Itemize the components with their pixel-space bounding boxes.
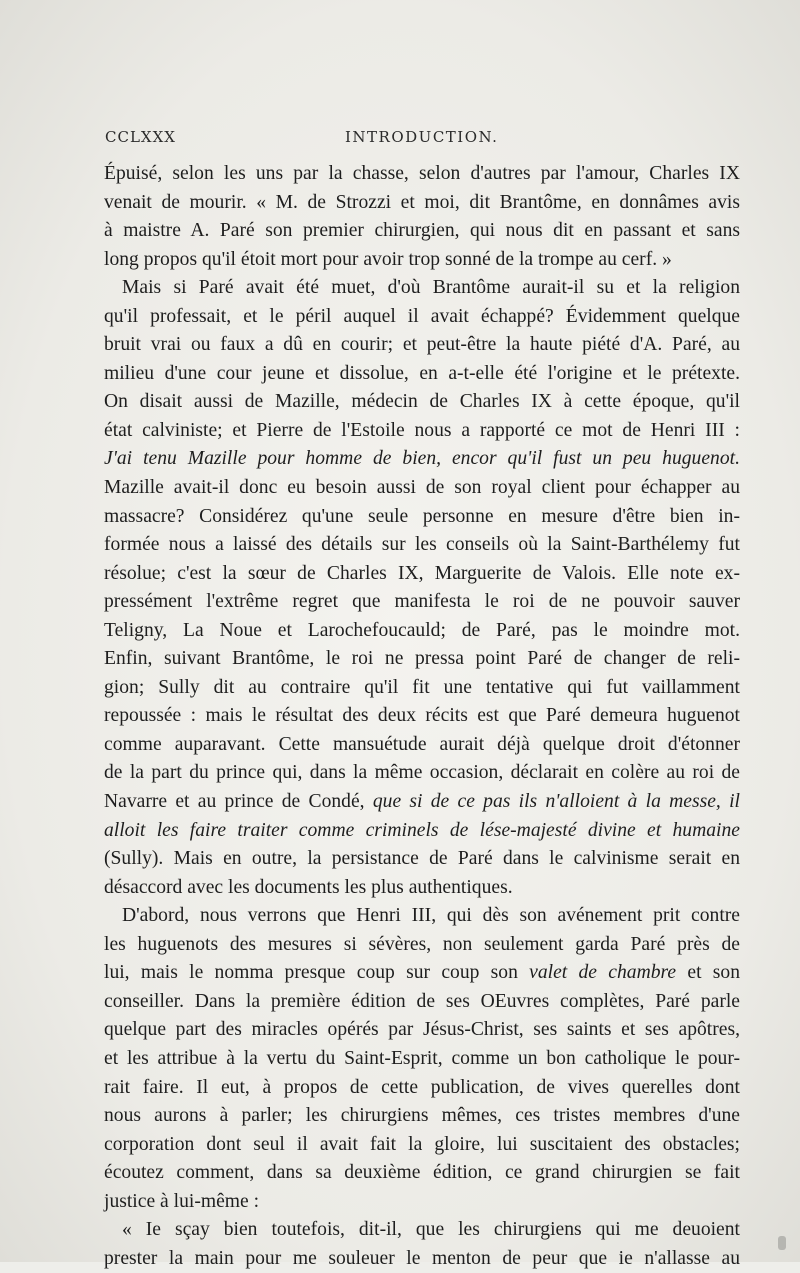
text-line [104, 1245, 740, 1273]
text-line [104, 759, 740, 788]
text-segment: (Sully). Mais en outre, la persistance de Paré dans le calvinisme serait en [104, 848, 740, 870]
page-number: CCLXXX [105, 128, 176, 146]
text-line [104, 560, 740, 589]
text-line [104, 1016, 740, 1045]
text-segment: Mais si Paré avait été muet, d'où Brantôme aurait-il su et la religion [122, 277, 740, 299]
text-line [104, 246, 740, 275]
text-segment: massacre? Considérez qu'une seule personne en mesure d'être bien in- [104, 505, 740, 527]
text-line [104, 189, 740, 218]
text-line [104, 1102, 740, 1131]
text-line [104, 445, 740, 474]
text-segment: Enfin, suivant Brantôme, le roi ne pressa point Paré de changer de reli- [104, 648, 740, 670]
text-segment: corporation dont seul il avait fait la gloire, lui suscitaient des obstacles; [104, 1133, 740, 1155]
text-segment: repoussée : mais le résultat des deux récits est que Paré demeura huguenot [104, 705, 740, 727]
text-line [104, 988, 740, 1017]
text-segment: bruit vrai ou faux a dû en courir; et peut-être la haute piété d'A. Paré, au [104, 334, 740, 356]
italic-text-segment: valet de chambre [529, 962, 677, 984]
text-segment: lui, mais le nomma presque coup sur coup son [104, 962, 530, 984]
text-line [104, 303, 740, 332]
text-segment: gion; Sully dit au contraire qu'il fit une tentative qui fut vaillamment [104, 676, 740, 698]
text-segment: On disait aussi de Mazille, médecin de Charles IX à cette époque, qu'il [104, 391, 740, 413]
italic-text-segment: alloit les faire traiter comme criminels de lése-majesté divine et humaine [104, 819, 740, 841]
text-segment: désaccord avec les documents les plus authentiques. [104, 876, 513, 898]
running-title: INTRODUCTION. [345, 128, 499, 146]
text-line [104, 731, 740, 760]
text-segment: nous aurons à parler; les chirurgiens mêmes, ces tristes membres d'une [104, 1105, 740, 1127]
text-line [104, 417, 740, 446]
page-header [105, 128, 760, 152]
text-line [104, 388, 740, 417]
text-line [104, 331, 740, 360]
text-segment: long propos qu'il étoit mort pour avoir trop sonné de la trompe au cerf. » [104, 248, 672, 270]
text-line [104, 1216, 740, 1245]
text-segment: Navarre et au prince de Condé, [104, 791, 373, 813]
text-segment: justice à lui-même : [104, 1190, 260, 1212]
text-line [104, 788, 740, 817]
italic-text-segment: J'ai tenu Mazille pour homme de bien, encor qu'il fust un peu huguenot. [104, 448, 740, 470]
text-line [104, 160, 740, 189]
text-line [104, 902, 740, 931]
text-segment: D'abord, nous verrons que Henri III, qui dès son avénement prit contre [122, 905, 740, 927]
text-line [104, 360, 740, 389]
text-line [104, 845, 740, 874]
text-line [104, 1131, 740, 1160]
text-segment: de la part du prince qui, dans la même occasion, déclarait en colère au roi de [104, 762, 740, 784]
text-line [104, 274, 740, 303]
text-line [104, 617, 740, 646]
text-line [104, 817, 740, 846]
text-segment: et les attribue à la vertu du Saint-Esprit, comme un bon catholique le pour- [104, 1047, 740, 1069]
text-segment: et son [676, 962, 740, 984]
text-segment: prester la main pour me souleuer le menton de peur que ie n'allasse au [104, 1247, 740, 1269]
text-segment: Épuisé, selon les uns par la chasse, selon d'autres par l'amour, Charles IX [104, 163, 740, 184]
text-segment: formée nous a laissé des détails sur les conseils où la Saint-Barthélemy fut [104, 534, 740, 556]
text-segment: comme auparavant. Cette mansuétude aurait déjà quelque droit d'étonner [104, 733, 740, 755]
text-segment: résolue; c'est la sœur de Charles IX, Marguerite de Valois. Elle note ex- [104, 562, 740, 584]
text-line [104, 674, 740, 703]
text-line [104, 931, 740, 960]
text-line [104, 1159, 740, 1188]
text-segment: état calviniste; et Pierre de l'Estoile nous a rapporté ce mot de Henri III : [104, 419, 740, 441]
text-line [104, 1188, 740, 1217]
text-segment: Teligny, La Noue et Larochefoucauld; de Paré, pas le moindre mot. [104, 619, 740, 641]
text-segment: Mazille avait-il donc eu besoin aussi de son royal client pour échapper au [104, 477, 740, 499]
text-segment: conseiller. Dans la première édition de ses OEuvres complètes, Paré parle [104, 990, 740, 1012]
text-segment: à maistre A. Paré son premier chirurgien, qui nous dit en passant et sans [104, 220, 740, 242]
text-line [104, 1045, 740, 1074]
italic-text-segment: que si de ce pas ils n'alloient à la messe, il [372, 791, 740, 813]
page-edge-mark [778, 1236, 786, 1250]
text-line [104, 217, 740, 246]
text-segment: qu'il professait, et le péril auquel il avait échappé? Évidemment quelque [104, 305, 740, 327]
text-line [104, 645, 740, 674]
text-line [104, 874, 740, 903]
text-segment: rait faire. Il eut, à propos de cette publication, de vives querelles dont [104, 1076, 740, 1098]
text-line [104, 503, 740, 532]
text-line [104, 959, 740, 988]
text-segment: milieu d'une cour jeune et dissolue, en a-t-elle été l'origine et le prétexte. [104, 362, 740, 384]
text-line [104, 702, 740, 731]
text-line [104, 588, 740, 617]
text-segment: les huguenots des mesures si sévères, non seulement garda Paré près de [104, 933, 740, 955]
text-segment: venait de mourir. « M. de Strozzi et moi, dit Brantôme, en donnâmes avis [104, 191, 740, 213]
text-line [104, 531, 740, 560]
text-segment: écoutez comment, dans sa deuxième édition, ce grand chirurgien se fait [104, 1162, 740, 1184]
text-segment: « Ie sçay bien toutefois, dit-il, que les chirurgiens qui me deuoient [122, 1219, 740, 1241]
text-segment: pressément l'extrême regret que manifesta le roi de ne pouvoir sauver [104, 591, 740, 613]
text-line [104, 474, 740, 503]
text-segment: quelque part des miracles opérés par Jésus-Christ, ses saints et ses apôtres, [104, 1019, 740, 1041]
body-text [104, 160, 740, 1273]
text-line [104, 1074, 740, 1103]
